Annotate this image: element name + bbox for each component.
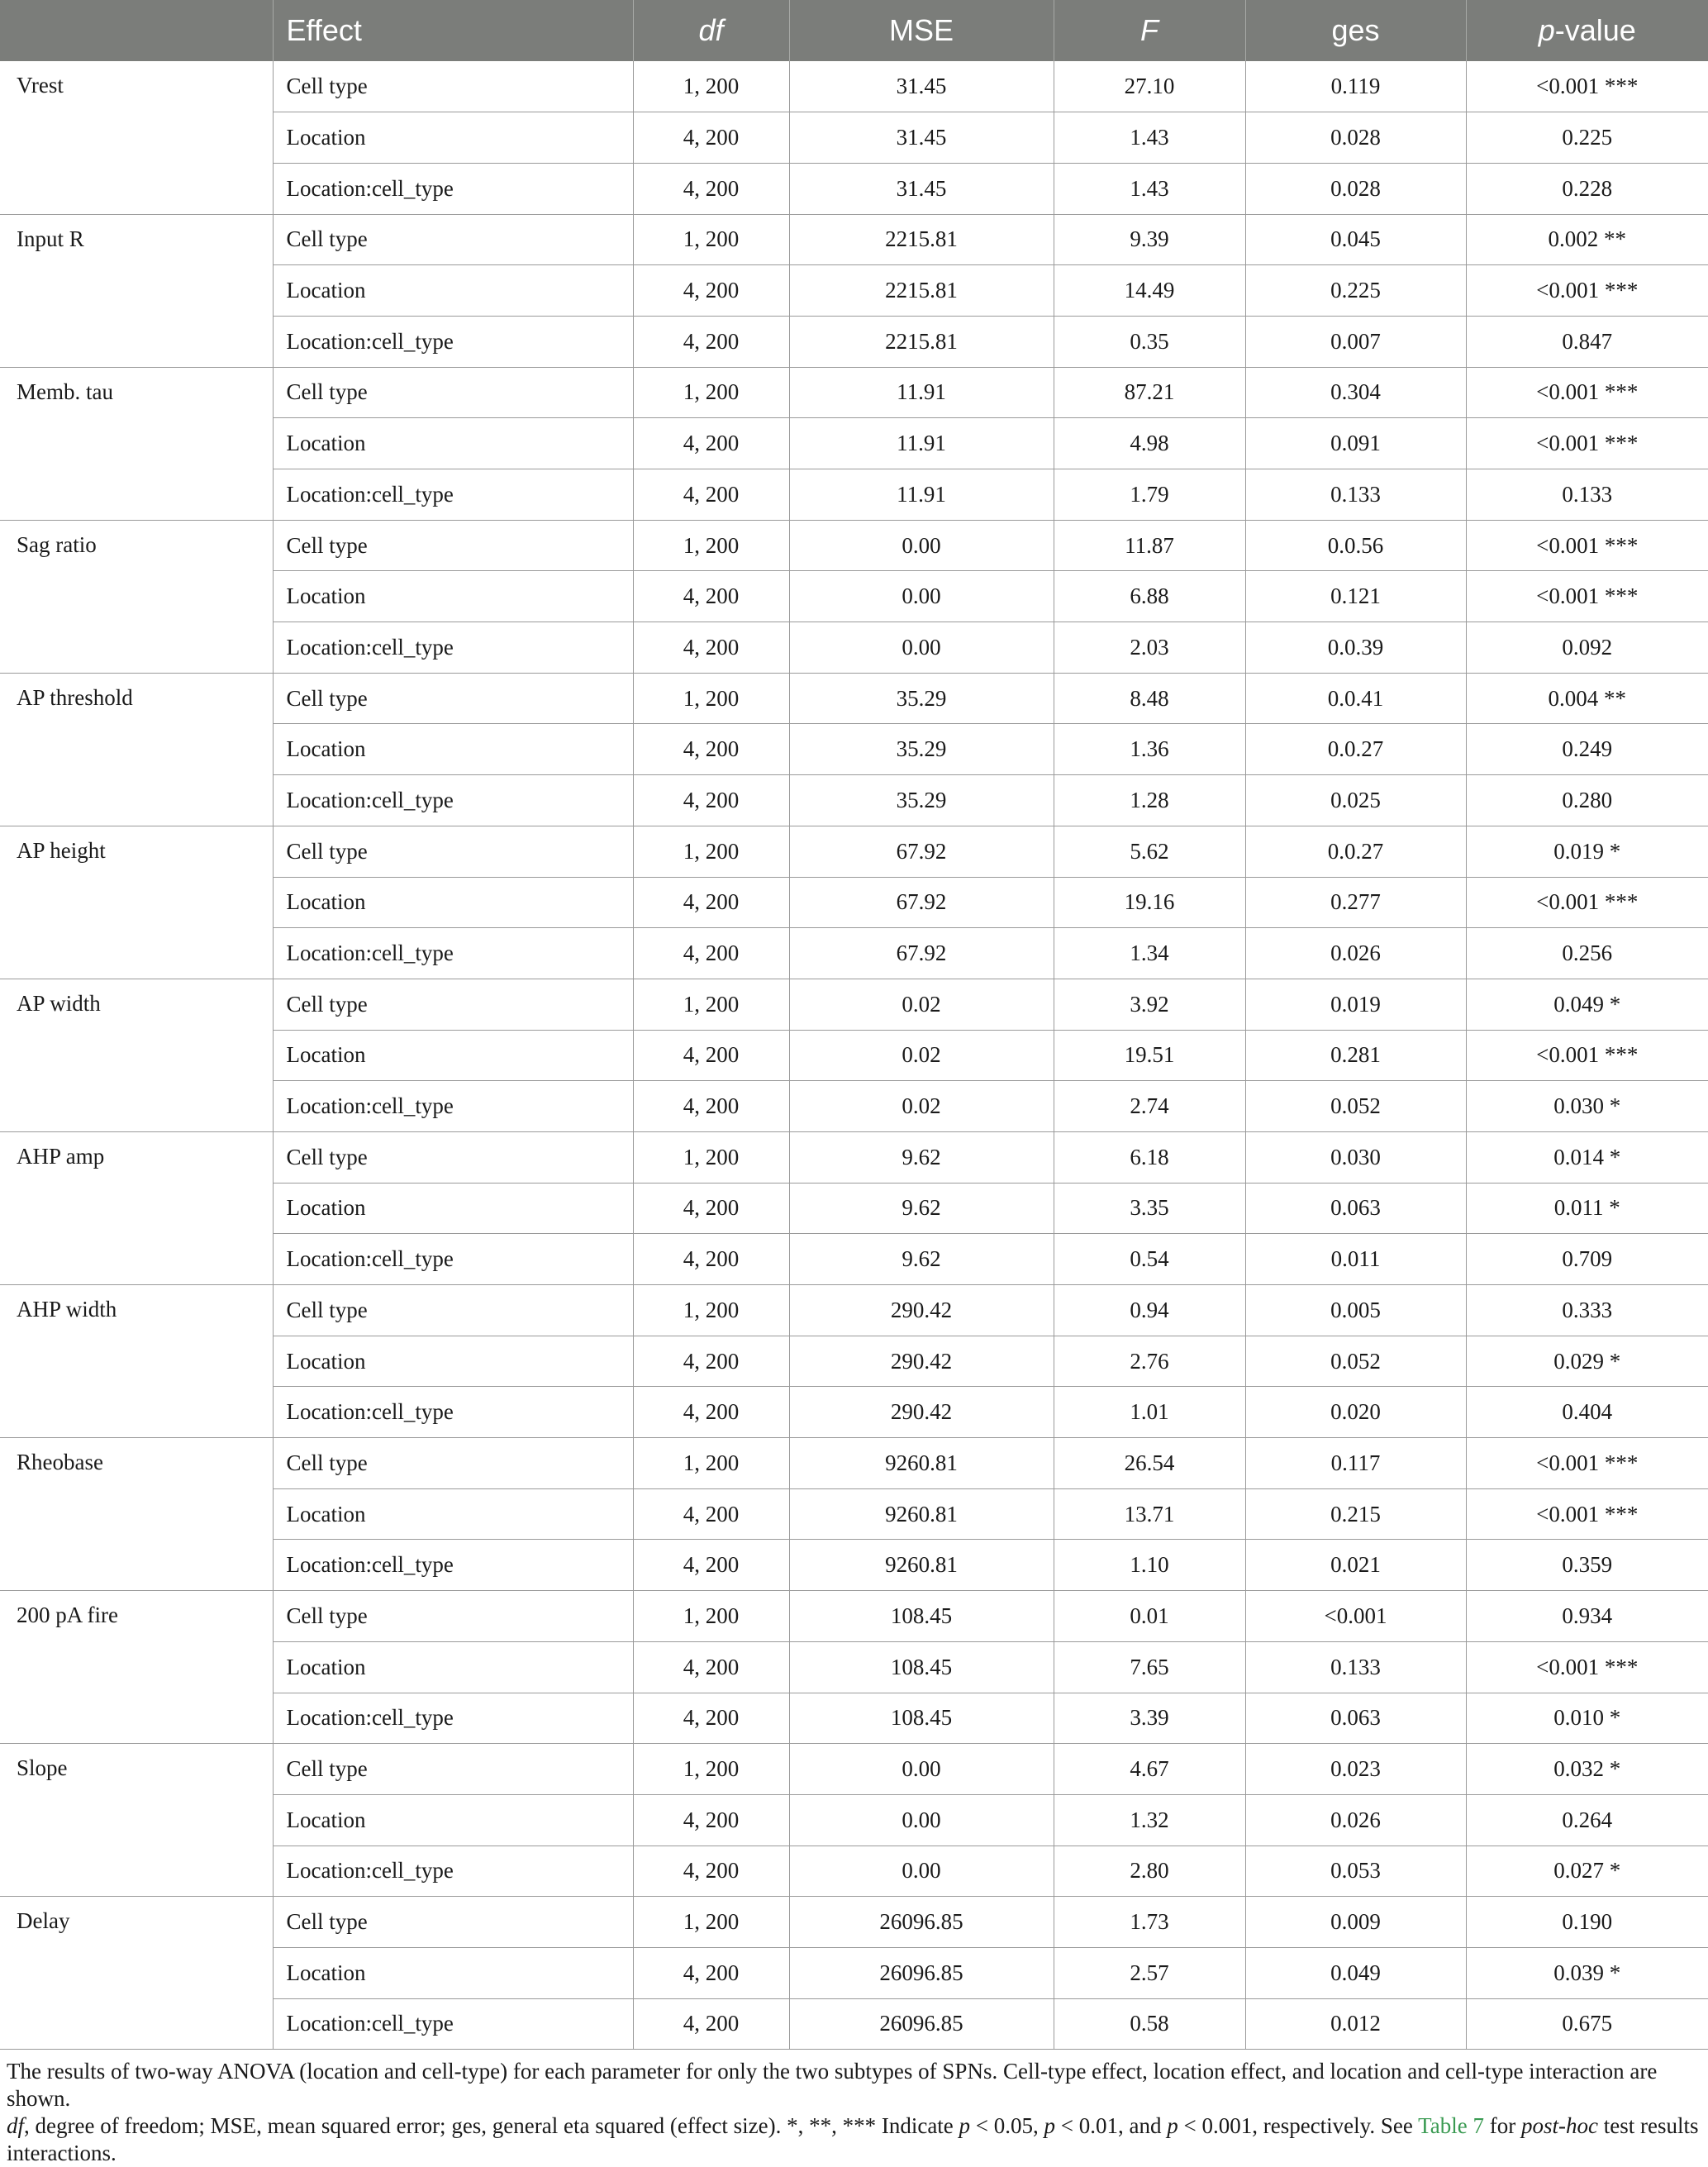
df-cell: 1, 200	[633, 61, 789, 112]
effect-cell: Cell type	[273, 1131, 633, 1183]
df-cell: 4, 200	[633, 775, 789, 826]
parameter-name: Delay	[0, 1897, 273, 2050]
f-cell: 1.36	[1054, 724, 1245, 775]
p-value-cell: 0.027 *	[1466, 1846, 1708, 1897]
effect-cell: Location:cell_type	[273, 1998, 633, 2050]
df-cell: 4, 200	[633, 1336, 789, 1387]
effect-cell: Cell type	[273, 826, 633, 877]
mse-cell: 26096.85	[789, 1998, 1054, 2050]
p-value-cell: 0.029 *	[1466, 1336, 1708, 1387]
ges-cell: 0.0.56	[1245, 520, 1466, 571]
f-cell: 26.54	[1054, 1438, 1245, 1489]
ges-cell: 0.091	[1245, 418, 1466, 469]
f-cell: 0.54	[1054, 1234, 1245, 1285]
p-value-cell: 0.359	[1466, 1540, 1708, 1591]
f-cell: 5.62	[1054, 826, 1245, 877]
p-value-cell: <0.001 ***	[1466, 367, 1708, 418]
f-cell: 9.39	[1054, 214, 1245, 265]
effect-cell: Location:cell_type	[273, 316, 633, 367]
effect-cell: Location	[273, 1488, 633, 1540]
p-value-cell: 0.280	[1466, 775, 1708, 826]
df-cell: 4, 200	[633, 724, 789, 775]
effect-cell: Cell type	[273, 1438, 633, 1489]
f-cell: 2.03	[1054, 622, 1245, 674]
mse-cell: 0.00	[789, 571, 1054, 622]
ges-cell: 0.007	[1245, 316, 1466, 367]
ges-cell: 0.028	[1245, 112, 1466, 164]
f-cell: 1.28	[1054, 775, 1245, 826]
df-cell: 1, 200	[633, 214, 789, 265]
ges-cell: 0.021	[1245, 1540, 1466, 1591]
ges-cell: 0.052	[1245, 1336, 1466, 1387]
ges-cell: 0.0.27	[1245, 826, 1466, 877]
f-cell: 1.79	[1054, 469, 1245, 521]
ges-cell: 0.281	[1245, 1030, 1466, 1081]
caption-text: < 0.01, and	[1055, 2113, 1168, 2139]
caption-p: p	[959, 2113, 971, 2139]
p-value-cell: <0.001 ***	[1466, 418, 1708, 469]
ges-cell: 0.049	[1245, 1947, 1466, 1998]
parameter-name: AHP width	[0, 1285, 273, 1438]
effect-cell: Location:cell_type	[273, 1846, 633, 1897]
effect-cell: Location	[273, 571, 633, 622]
df-cell: 1, 200	[633, 1744, 789, 1795]
effect-cell: Location:cell_type	[273, 775, 633, 826]
f-cell: 4.67	[1054, 1744, 1245, 1795]
ges-cell: 0.225	[1245, 265, 1466, 317]
f-cell: 1.01	[1054, 1387, 1245, 1438]
p-value-cell: 0.249	[1466, 724, 1708, 775]
mse-cell: 9260.81	[789, 1438, 1054, 1489]
p-value-cell: 0.264	[1466, 1794, 1708, 1846]
mse-cell: 0.02	[789, 1081, 1054, 1132]
p-value-cell: 0.675	[1466, 1998, 1708, 2050]
ges-cell: 0.005	[1245, 1285, 1466, 1336]
p-value-cell: 0.049 *	[1466, 979, 1708, 1030]
mse-cell: 0.02	[789, 1030, 1054, 1081]
ges-cell: 0.0.27	[1245, 724, 1466, 775]
p-value-cell: <0.001 ***	[1466, 571, 1708, 622]
effect-cell: Location:cell_type	[273, 1234, 633, 1285]
mse-cell: 108.45	[789, 1693, 1054, 1744]
f-cell: 3.39	[1054, 1693, 1245, 1744]
effect-cell: Cell type	[273, 1591, 633, 1642]
effect-cell: Location	[273, 1641, 633, 1693]
header-ges: ges	[1245, 0, 1466, 61]
f-cell: 1.73	[1054, 1897, 1245, 1948]
header-row	[0, 0, 1708, 61]
df-cell: 4, 200	[633, 1183, 789, 1234]
f-cell: 13.71	[1054, 1488, 1245, 1540]
table-row	[0, 520, 1708, 571]
mse-cell: 0.00	[789, 622, 1054, 674]
header-p-value	[1466, 0, 1708, 61]
p-value-cell: 0.004 **	[1466, 673, 1708, 724]
effect-cell: Location	[273, 877, 633, 928]
caption-text: < 0.001, respectively. See	[1178, 2113, 1419, 2139]
mse-cell: 9260.81	[789, 1488, 1054, 1540]
ges-cell: 0.012	[1245, 1998, 1466, 2050]
f-cell: 2.80	[1054, 1846, 1245, 1897]
parameter-name: AP threshold	[0, 673, 273, 826]
table-row	[0, 61, 1708, 112]
mse-cell: 11.91	[789, 367, 1054, 418]
f-cell: 2.74	[1054, 1081, 1245, 1132]
table-row	[0, 673, 1708, 724]
table-body	[0, 61, 1708, 2050]
df-cell: 4, 200	[633, 316, 789, 367]
ges-cell: 0.028	[1245, 163, 1466, 214]
table-row	[0, 214, 1708, 265]
caption-text: , degree of freedom; MSE, mean squared error; ges, general eta squared (effect size). *, **, *** Indicate	[24, 2113, 959, 2139]
df-cell: 4, 200	[633, 1488, 789, 1540]
df-cell: 1, 200	[633, 673, 789, 724]
table-row	[0, 1897, 1708, 1948]
df-cell: 4, 200	[633, 1794, 789, 1846]
effect-cell: Cell type	[273, 214, 633, 265]
df-cell: 4, 200	[633, 418, 789, 469]
p-value-cell: 0.010 *	[1466, 1693, 1708, 1744]
ges-cell: 0.119	[1245, 61, 1466, 112]
f-cell: 8.48	[1054, 673, 1245, 724]
f-cell: 1.10	[1054, 1540, 1245, 1591]
df-cell: 4, 200	[633, 1387, 789, 1438]
f-cell: 19.51	[1054, 1030, 1245, 1081]
f-cell: 6.88	[1054, 571, 1245, 622]
header-mse: MSE	[789, 0, 1054, 61]
caption-posthoc: post-hoc	[1520, 2113, 1598, 2139]
mse-cell: 35.29	[789, 775, 1054, 826]
effect-cell: Location:cell_type	[273, 928, 633, 979]
df-cell: 4, 200	[633, 1998, 789, 2050]
mse-cell: 67.92	[789, 826, 1054, 877]
mse-cell: 11.91	[789, 418, 1054, 469]
effect-cell: Location:cell_type	[273, 1387, 633, 1438]
df-cell: 4, 200	[633, 163, 789, 214]
p-value-cell: 0.011 *	[1466, 1183, 1708, 1234]
df-cell: 4, 200	[633, 622, 789, 674]
p-value-cell: <0.001 ***	[1466, 1438, 1708, 1489]
mse-cell: 31.45	[789, 112, 1054, 164]
p-value-cell: <0.001 ***	[1466, 1488, 1708, 1540]
p-value-cell: <0.001 ***	[1466, 877, 1708, 928]
df-cell: 4, 200	[633, 1693, 789, 1744]
f-cell: 14.49	[1054, 265, 1245, 317]
effect-cell: Cell type	[273, 61, 633, 112]
p-value-cell: <0.001 ***	[1466, 1641, 1708, 1693]
ges-cell: 0.304	[1245, 367, 1466, 418]
ges-cell: 0.063	[1245, 1183, 1466, 1234]
effect-cell: Cell type	[273, 1744, 633, 1795]
header-df: df	[633, 0, 789, 61]
table-caption	[0, 2050, 1708, 2167]
p-value-cell: 0.133	[1466, 469, 1708, 521]
p-value-cell: 0.256	[1466, 928, 1708, 979]
f-cell: 27.10	[1054, 61, 1245, 112]
mse-cell: 108.45	[789, 1641, 1054, 1693]
effect-cell: Location	[273, 1336, 633, 1387]
parameter-name: Vrest	[0, 61, 273, 214]
ges-cell: 0.023	[1245, 1744, 1466, 1795]
f-cell: 6.18	[1054, 1131, 1245, 1183]
mse-cell: 67.92	[789, 877, 1054, 928]
caption-line1: The results of two-way ANOVA (location and cell-type) for each parameter for only the two subtypes of SPNs. Cell-type effect, location effect, and location and cell-type interaction are shown.	[7, 2059, 1658, 2112]
f-cell: 0.01	[1054, 1591, 1245, 1642]
mse-cell: 290.42	[789, 1285, 1054, 1336]
f-cell: 3.92	[1054, 979, 1245, 1030]
ges-cell: 0.045	[1245, 214, 1466, 265]
ges-cell: <0.001	[1245, 1591, 1466, 1642]
effect-cell: Cell type	[273, 1285, 633, 1336]
f-cell: 1.32	[1054, 1794, 1245, 1846]
effect-cell: Location	[273, 1183, 633, 1234]
parameter-name: AP width	[0, 979, 273, 1131]
header-p-rest: -value	[1554, 13, 1636, 47]
effect-cell: Location	[273, 1947, 633, 1998]
df-cell: 4, 200	[633, 1947, 789, 1998]
ges-cell: 0.215	[1245, 1488, 1466, 1540]
p-value-cell: 0.039 *	[1466, 1947, 1708, 1998]
parameter-name: Memb. tau	[0, 367, 273, 520]
p-value-cell: 0.333	[1466, 1285, 1708, 1336]
mse-cell: 290.42	[789, 1387, 1054, 1438]
effect-cell: Location	[273, 1030, 633, 1081]
effect-cell: Location	[273, 1794, 633, 1846]
mse-cell: 2215.81	[789, 214, 1054, 265]
parameter-name: Slope	[0, 1744, 273, 1897]
df-cell: 1, 200	[633, 1591, 789, 1642]
df-cell: 1, 200	[633, 1285, 789, 1336]
f-cell: 0.35	[1054, 316, 1245, 367]
mse-cell: 9.62	[789, 1234, 1054, 1285]
effect-cell: Location	[273, 418, 633, 469]
mse-cell: 11.91	[789, 469, 1054, 521]
mse-cell: 9.62	[789, 1131, 1054, 1183]
effect-cell: Location	[273, 724, 633, 775]
table-row	[0, 1285, 1708, 1336]
mse-cell: 31.45	[789, 61, 1054, 112]
table-row	[0, 1131, 1708, 1183]
ges-cell: 0.011	[1245, 1234, 1466, 1285]
f-cell: 1.43	[1054, 163, 1245, 214]
caption-df: df	[7, 2113, 25, 2139]
table-row	[0, 1438, 1708, 1489]
f-cell: 1.43	[1054, 112, 1245, 164]
df-cell: 4, 200	[633, 469, 789, 521]
effect-cell: Location:cell_type	[273, 1081, 633, 1132]
mse-cell: 9.62	[789, 1183, 1054, 1234]
caption-text: < 0.05,	[970, 2113, 1044, 2139]
ges-cell: 0.019	[1245, 979, 1466, 1030]
df-cell: 4, 200	[633, 1234, 789, 1285]
effect-cell: Location:cell_type	[273, 469, 633, 521]
p-value-cell: 0.030 *	[1466, 1081, 1708, 1132]
caption-p: p	[1167, 2113, 1178, 2139]
f-cell: 4.98	[1054, 418, 1245, 469]
f-cell: 19.16	[1054, 877, 1245, 928]
f-cell: 87.21	[1054, 367, 1245, 418]
parameter-name: AHP amp	[0, 1131, 273, 1284]
mse-cell: 0.00	[789, 520, 1054, 571]
ges-cell: 0.026	[1245, 1794, 1466, 1846]
f-cell: 2.57	[1054, 1947, 1245, 1998]
f-cell: 11.87	[1054, 520, 1245, 571]
f-cell: 1.34	[1054, 928, 1245, 979]
ges-cell: 0.053	[1245, 1846, 1466, 1897]
df-cell: 1, 200	[633, 1897, 789, 1948]
ges-cell: 0.009	[1245, 1897, 1466, 1948]
df-cell: 4, 200	[633, 1081, 789, 1132]
p-value-cell: <0.001 ***	[1466, 1030, 1708, 1081]
effect-cell: Cell type	[273, 367, 633, 418]
parameter-name: Input R	[0, 214, 273, 367]
p-value-cell: 0.019 *	[1466, 826, 1708, 877]
mse-cell: 0.00	[789, 1846, 1054, 1897]
p-value-cell: <0.001 ***	[1466, 520, 1708, 571]
caption-text: test results	[1597, 2113, 1699, 2139]
effect-cell: Location:cell_type	[273, 1693, 633, 1744]
p-value-cell: 0.847	[1466, 316, 1708, 367]
ges-cell: 0.133	[1245, 1641, 1466, 1693]
df-cell: 1, 200	[633, 826, 789, 877]
f-cell: 2.76	[1054, 1336, 1245, 1387]
parameter-name: AP height	[0, 826, 273, 979]
p-value-cell: 0.092	[1466, 622, 1708, 674]
df-cell: 4, 200	[633, 265, 789, 317]
mse-cell: 26096.85	[789, 1897, 1054, 1948]
mse-cell: 108.45	[789, 1591, 1054, 1642]
effect-cell: Cell type	[273, 520, 633, 571]
ges-cell: 0.277	[1245, 877, 1466, 928]
p-value-cell: 0.032 *	[1466, 1744, 1708, 1795]
effect-cell: Cell type	[273, 1897, 633, 1948]
df-cell: 4, 200	[633, 1641, 789, 1693]
header-p-italic: p	[1538, 13, 1555, 47]
p-value-cell: 0.709	[1466, 1234, 1708, 1285]
effect-cell: Location	[273, 112, 633, 164]
ges-cell: 0.063	[1245, 1693, 1466, 1744]
mse-cell: 35.29	[789, 673, 1054, 724]
ges-cell: 0.025	[1245, 775, 1466, 826]
ges-cell: 0.0.41	[1245, 673, 1466, 724]
table-row	[0, 367, 1708, 418]
mse-cell: 290.42	[789, 1336, 1054, 1387]
table-row	[0, 1591, 1708, 1642]
p-value-cell: 0.404	[1466, 1387, 1708, 1438]
mse-cell: 35.29	[789, 724, 1054, 775]
f-cell: 3.35	[1054, 1183, 1245, 1234]
header-effect: Effect	[273, 0, 633, 61]
mse-cell: 0.00	[789, 1744, 1054, 1795]
df-cell: 4, 200	[633, 112, 789, 164]
mse-cell: 31.45	[789, 163, 1054, 214]
header-f: F	[1054, 0, 1245, 61]
p-value-cell: <0.001 ***	[1466, 61, 1708, 112]
df-cell: 1, 200	[633, 1131, 789, 1183]
df-cell: 4, 200	[633, 1540, 789, 1591]
ges-cell: 0.0.39	[1245, 622, 1466, 674]
mse-cell: 0.00	[789, 1794, 1054, 1846]
df-cell: 1, 200	[633, 520, 789, 571]
ges-cell: 0.121	[1245, 571, 1466, 622]
effect-cell: Location:cell_type	[273, 1540, 633, 1591]
p-value-cell: 0.934	[1466, 1591, 1708, 1642]
ges-cell: 0.133	[1245, 469, 1466, 521]
p-value-cell: 0.228	[1466, 163, 1708, 214]
mse-cell: 2215.81	[789, 316, 1054, 367]
effect-cell: Location:cell_type	[273, 622, 633, 674]
df-cell: 1, 200	[633, 1438, 789, 1489]
ges-cell: 0.026	[1245, 928, 1466, 979]
p-value-cell: <0.001 ***	[1466, 265, 1708, 317]
effect-cell: Cell type	[273, 673, 633, 724]
f-cell: 7.65	[1054, 1641, 1245, 1693]
df-cell: 4, 200	[633, 1846, 789, 1897]
effect-cell: Location:cell_type	[273, 163, 633, 214]
ges-cell: 0.052	[1245, 1081, 1466, 1132]
ges-cell: 0.020	[1245, 1387, 1466, 1438]
ges-cell: 0.117	[1245, 1438, 1466, 1489]
df-cell: 1, 200	[633, 979, 789, 1030]
table-7-link[interactable]: Table 7	[1418, 2113, 1484, 2139]
parameter-name: Sag ratio	[0, 520, 273, 673]
ges-cell: 0.030	[1245, 1131, 1466, 1183]
mse-cell: 26096.85	[789, 1947, 1054, 1998]
df-cell: 4, 200	[633, 571, 789, 622]
effect-cell: Cell type	[273, 979, 633, 1030]
p-value-cell: 0.014 *	[1466, 1131, 1708, 1183]
df-cell: 1, 200	[633, 367, 789, 418]
caption-text: for	[1484, 2113, 1521, 2139]
parameter-name: 200 pA fire	[0, 1591, 273, 1744]
mse-cell: 9260.81	[789, 1540, 1054, 1591]
table-row	[0, 979, 1708, 1030]
f-cell: 0.94	[1054, 1285, 1245, 1336]
mse-cell: 2215.81	[789, 265, 1054, 317]
table-row	[0, 1744, 1708, 1795]
mse-cell: 0.02	[789, 979, 1054, 1030]
f-cell: 0.58	[1054, 1998, 1245, 2050]
caption-line3: interactions.	[7, 2141, 117, 2166]
effect-cell: Location	[273, 265, 633, 317]
df-cell: 4, 200	[633, 877, 789, 928]
p-value-cell: 0.190	[1466, 1897, 1708, 1948]
df-cell: 4, 200	[633, 1030, 789, 1081]
p-value-cell: 0.225	[1466, 112, 1708, 164]
caption-p: p	[1044, 2113, 1056, 2139]
header-parameter	[0, 0, 273, 61]
mse-cell: 67.92	[789, 928, 1054, 979]
table-row	[0, 826, 1708, 877]
p-value-cell: 0.002 **	[1466, 214, 1708, 265]
parameter-name: Rheobase	[0, 1438, 273, 1591]
df-cell: 4, 200	[633, 928, 789, 979]
